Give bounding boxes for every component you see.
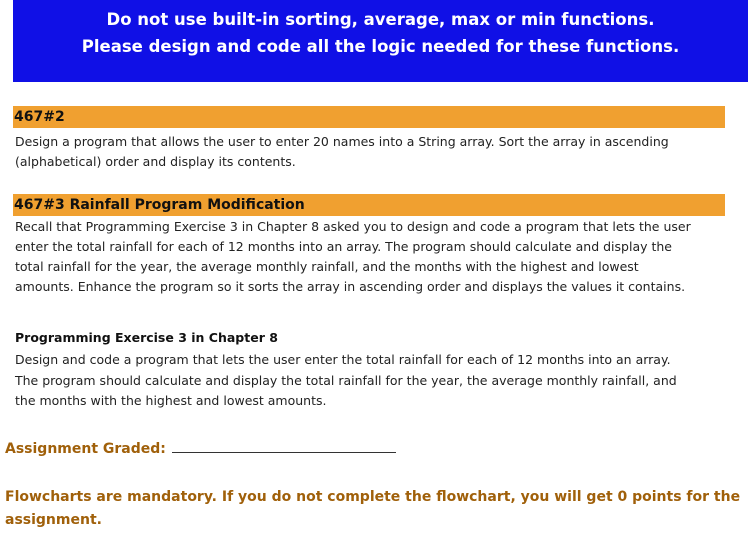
section-body-467-2 bbox=[13, 132, 725, 172]
warning-line: assignment. bbox=[5, 512, 102, 528]
body-line: Design and code a program that lets the user enter the total rainfall for each of 12 months into an array. bbox=[15, 352, 671, 367]
exercise-467-2 bbox=[13, 106, 725, 172]
assignment-graded bbox=[5, 438, 396, 460]
programming-exercise-body bbox=[15, 350, 677, 412]
section-header-467-2: 467#2 bbox=[13, 106, 725, 128]
body-line: The program should calculate and display the total rainfall for the year, the average monthly rainfall, and bbox=[15, 372, 677, 388]
assignment-graded-label: Assignment Graded: bbox=[5, 441, 166, 457]
section-body-467-3 bbox=[13, 217, 725, 297]
banner-line-1: Do not use built-in sorting, average, max or min functions. bbox=[106, 10, 655, 29]
banner-line-2: Please design and code all the logic needed for these functions. bbox=[81, 37, 680, 56]
exercise-467-3 bbox=[13, 194, 725, 297]
warning-line: Flowcharts are mandatory. If you do not complete the flowchart, you will get 0 points for the bbox=[5, 489, 741, 505]
graded-blank-line bbox=[172, 438, 396, 453]
flowchart-warning bbox=[5, 486, 750, 532]
body-line: enter the total rainfall for each of 12 months into an array. The program should calculate and display the bbox=[15, 239, 672, 254]
body-line: Design a program that allows the user to enter 20 names into a String array. Sort the array in ascending bbox=[15, 134, 669, 149]
body-line: total rainfall for the year, the average monthly rainfall, and the months with the highest and lowest bbox=[15, 259, 639, 274]
instruction-banner bbox=[13, 0, 748, 82]
programming-exercise-title: Programming Exercise 3 in Chapter 8 bbox=[15, 330, 278, 345]
section-header-467-3: 467#3 Rainfall Program Modification bbox=[13, 194, 725, 216]
body-line: Recall that Programming Exercise 3 in Chapter 8 asked you to design and code a program that lets the user bbox=[15, 219, 691, 234]
body-line: the months with the highest and lowest amounts. bbox=[15, 393, 327, 408]
body-line: amounts. Enhance the program so it sorts the array in ascending order and displays the values it contains. bbox=[15, 279, 686, 294]
body-line: (alphabetical) order and display its contents. bbox=[15, 154, 296, 169]
